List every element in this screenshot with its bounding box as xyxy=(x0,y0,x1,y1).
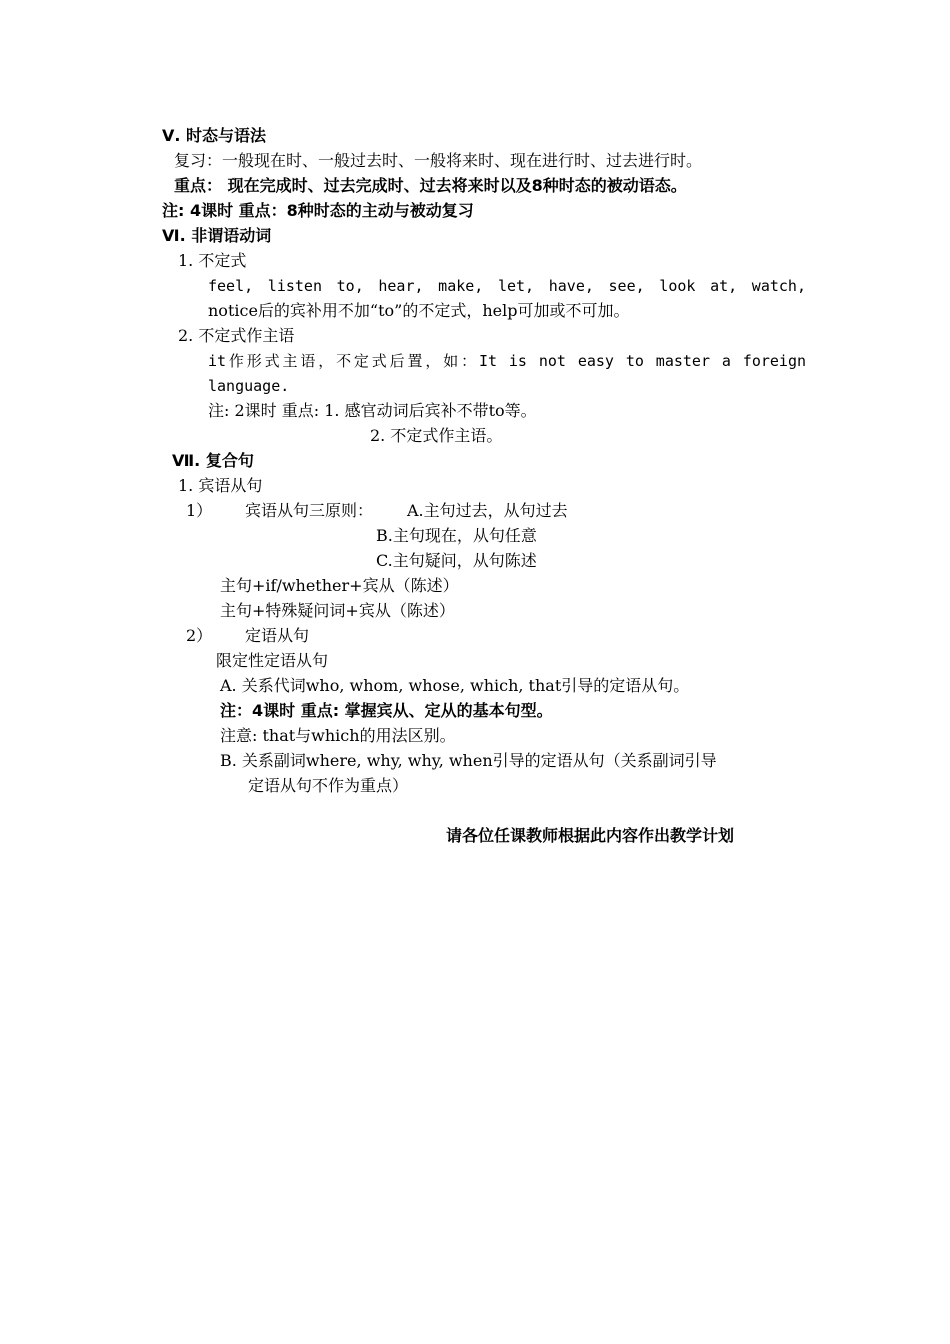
infinitive-subject-example-cont: language. xyxy=(208,377,290,395)
principle-b: B.主句现在，从句任意 xyxy=(376,526,537,545)
infinitive-verbs-line: feel, listen to, hear, make, let, have, see, look at, watch, xyxy=(208,277,806,295)
object-clause-title: 1. 宾语从句 xyxy=(178,476,263,495)
object-clause-principles-title: 宾语从句三原则： xyxy=(245,501,374,520)
that-which-attention: 注意: that与which的用法区别。 xyxy=(220,726,456,745)
principle-a: A.主句过去，从句过去 xyxy=(407,501,568,520)
section-6-heading: Ⅵ. 非谓语动词 xyxy=(162,226,272,245)
infinitive-title: 1. 不定式 xyxy=(178,251,247,270)
relative-adverb-point: B. 关系副词where, why, why, when引导的定语从句（关系副词引导 xyxy=(220,751,717,770)
infinitive-subject-example: it作形式主语，不定式后置，如：It is not easy to master a foreign xyxy=(208,352,806,370)
sub-item-2-number: 2） xyxy=(186,626,213,645)
section-6-note-1: 注: 2课时 重点: 1. 感官动词后宾补不带to等。 xyxy=(208,401,537,420)
infinitive-rule-line: notice后的宾补用不加“to”的不定式，help可加或不可加。 xyxy=(208,301,630,320)
section-7-heading: Ⅶ. 复合句 xyxy=(172,451,254,470)
pattern-wh-word: 主句+特殊疑问词+宾从（陈述） xyxy=(220,601,455,620)
restrictive-clause: 限定性定语从句 xyxy=(216,651,329,670)
relative-pronoun-point: A. 关系代词who, whom, whose, which, that引导的定语从句。 xyxy=(220,676,690,695)
infinitive-subject-title: 2. 不定式作主语 xyxy=(178,326,295,345)
section-5-review: 复习：一般现在时、一般过去时、一般将来时、现在进行时、过去进行时。 xyxy=(174,151,703,170)
section-5-heading: Ⅴ. 时态与语法 xyxy=(162,126,267,145)
principle-c: C.主句疑问，从句陈述 xyxy=(376,551,537,570)
section-5-key-points: 重点： 现在完成时、过去完成时、过去将来时以及8种时态的被动语态。 xyxy=(174,176,687,195)
closing-instruction: 请各位任课教师根据此内容作出教学计划 xyxy=(446,826,735,845)
pattern-if-whether: 主句+if/whether+宾从（陈述） xyxy=(220,576,459,595)
sub-item-1-number: 1） xyxy=(186,501,213,520)
relative-adverb-point-cont: 定语从句不作为重点） xyxy=(248,776,409,795)
section-5-note: 注: 4课时 重点：8种时态的主动与被动复习 xyxy=(162,201,474,220)
attributive-clause-title: 定语从句 xyxy=(245,626,310,645)
section-7-note: 注：4课时 重点: 掌握宾从、定从的基本句型。 xyxy=(220,701,553,720)
section-6-note-2: 2. 不定式作主语。 xyxy=(370,426,503,445)
